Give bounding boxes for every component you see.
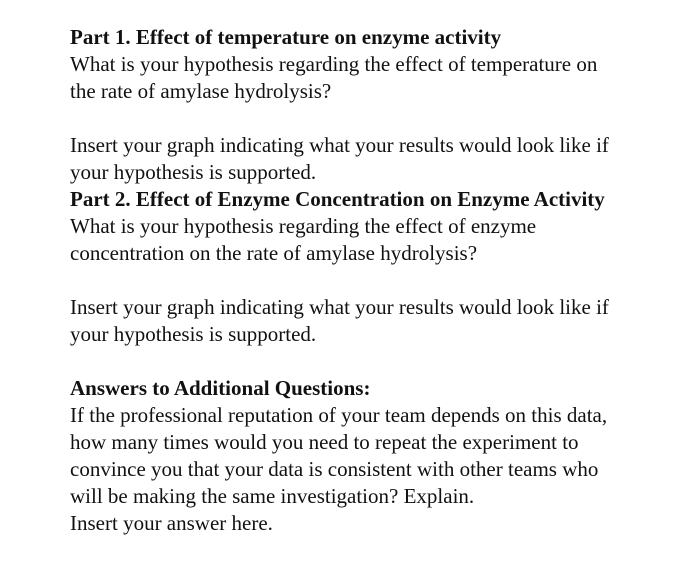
document-body xyxy=(70,24,690,537)
part1-graph-prompt-line-1: Insert your graph indicating what your results would look like if xyxy=(70,133,609,157)
additional-question-line-4: will be making the same investigation? Explain. xyxy=(70,484,475,508)
part1-section xyxy=(70,24,690,186)
spacer xyxy=(70,105,690,132)
part2-heading: Part 2. Effect of Enzyme Concentration on Enzyme Activity xyxy=(70,187,605,211)
part1-question-line-1: What is your hypothesis regarding the effect of temperature on xyxy=(70,52,598,76)
additional-question-line-1: If the professional reputation of your team depends on this data, xyxy=(70,403,608,427)
additional-answer-prompt: Insert your answer here. xyxy=(70,511,273,535)
additional-question-line-2: how many times would you need to repeat the experiment to xyxy=(70,430,579,454)
part2-graph-prompt-line-1: Insert your graph indicating what your results would look like if xyxy=(70,295,609,319)
additional-questions-section xyxy=(70,375,690,537)
part1-heading: Part 1. Effect of temperature on enzyme activity xyxy=(70,25,502,49)
part2-question-line-2: concentration on the rate of amylase hydrolysis? xyxy=(70,241,478,265)
part2-section xyxy=(70,186,690,348)
part1-graph-prompt-line-2: your hypothesis is supported. xyxy=(70,160,317,184)
part2-question-line-1: What is your hypothesis regarding the effect of enzyme xyxy=(70,214,537,238)
part1-question-line-2: the rate of amylase hydrolysis? xyxy=(70,79,332,103)
additional-heading: Answers to Additional Questions: xyxy=(70,376,371,400)
spacer xyxy=(70,348,690,375)
part2-graph-prompt-line-2: your hypothesis is supported. xyxy=(70,322,317,346)
spacer xyxy=(70,267,690,294)
additional-question-line-3: convince you that your data is consistent with other teams who xyxy=(70,457,599,481)
